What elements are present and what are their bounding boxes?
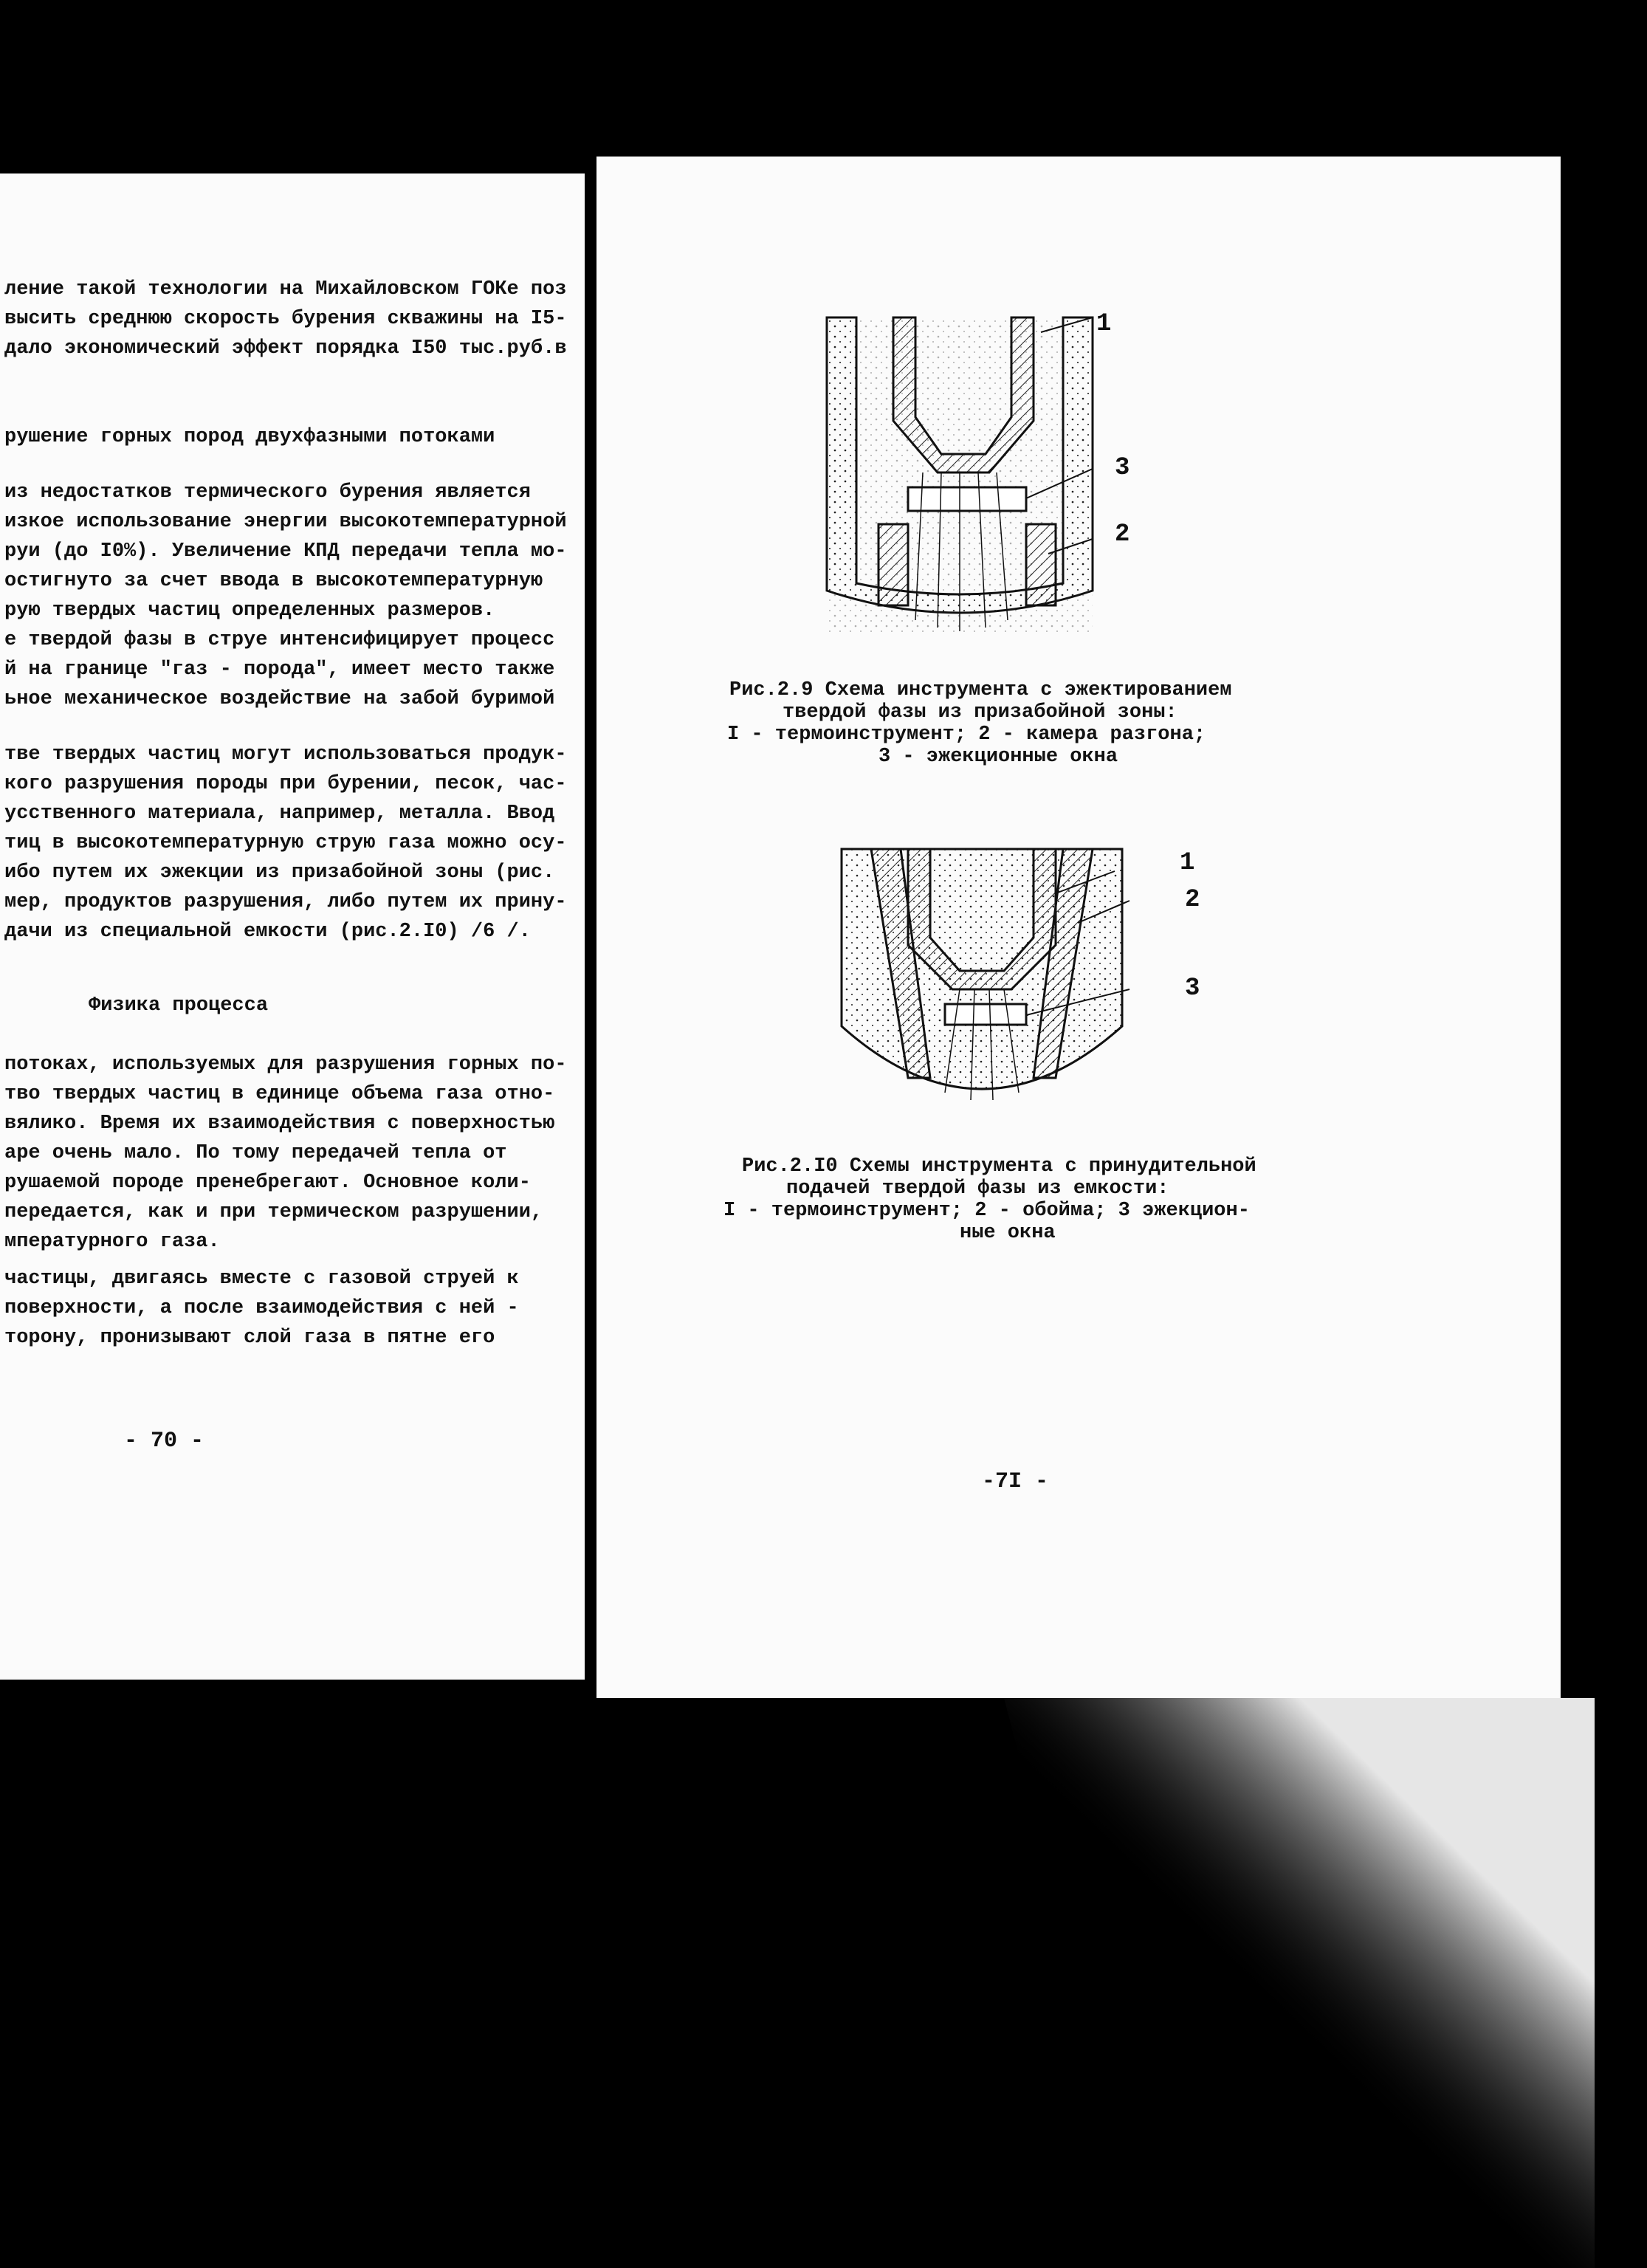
- section-heading: рушение горных пород двухфазными потоками: [4, 426, 495, 448]
- text-line: ьное механическое воздействие на забой буримой: [4, 688, 555, 710]
- caption-line: 3 - эжекционные окна: [878, 746, 1118, 768]
- text-line: й на границе "газ - порода", имеет место также: [4, 659, 555, 681]
- caption-line: подачей твердой фазы из емкости:: [786, 1178, 1169, 1200]
- text-line: кого разрушения породы при бурении, песок, час-: [4, 773, 567, 795]
- fig2-label-3: 3: [1185, 975, 1200, 1003]
- text-line: мер, продуктов разрушения, либо путем их прину-: [4, 891, 567, 913]
- text-line: е твердой фазы в струе интенсифицирует процесс: [4, 629, 555, 651]
- text-line: высить среднюю скорость бурения скважины на I5-: [4, 308, 567, 330]
- text-line: остигнуто за счет ввода в высокотемпературную: [4, 570, 543, 592]
- text-line: рую твердых частиц определенных размеров.: [4, 599, 495, 622]
- figure-2-9-diagram: [812, 303, 1122, 650]
- text-line: потоках, используемых для разрушения горных по-: [4, 1054, 567, 1076]
- text-line: мпературного газа.: [4, 1231, 220, 1253]
- photo-shadow: [635, 1698, 1595, 2268]
- caption-line: Рис.2.I0 Схемы инструмента с принудительной: [742, 1155, 1256, 1178]
- text-line: передается, как и при термическом разрушении,: [4, 1201, 543, 1223]
- fig1-label-2: 2: [1115, 520, 1130, 549]
- caption-line: Рис.2.9 Схема инструмента с эжектированием: [729, 679, 1232, 701]
- caption-line: ные окна: [960, 1222, 1056, 1244]
- figure-2-10-diagram: [834, 842, 1144, 1137]
- fig2-label-2: 2: [1185, 886, 1200, 914]
- fig1-label-1: 1: [1096, 310, 1112, 338]
- text-line: аре очень мало. По тому передачей тепла от: [4, 1142, 507, 1164]
- text-line: торону, пронизывают слой газа в пятне его: [4, 1327, 495, 1349]
- fig2-label-1: 1: [1180, 849, 1195, 877]
- text-line: вялико. Время их взаимодействия с поверхностью: [4, 1113, 555, 1135]
- text-line: тво твердых частиц в единице объема газа отно-: [4, 1083, 555, 1105]
- text-line: из недостатков термического бурения является: [4, 481, 531, 504]
- page-number-right: -7I -: [982, 1469, 1049, 1494]
- text-line: изкое использование энергии высокотемпературной: [4, 511, 567, 533]
- text-line: ление такой технологии на Михайловском ГОКе поз: [4, 278, 567, 300]
- fig1-label-3: 3: [1115, 454, 1130, 482]
- caption-line: твердой фазы из призабойной зоны:: [783, 701, 1177, 724]
- text-line: усственного материала, например, металла. Ввод: [4, 803, 555, 825]
- caption-line: I - термоинструмент; 2 - камера разгона;: [727, 724, 1206, 746]
- text-line: тве твердых частиц могут использоваться продук-: [4, 743, 567, 766]
- text-line: поверхности, а после взаимодействия с ней -: [4, 1297, 519, 1319]
- section-heading: Физика процесса: [89, 994, 269, 1017]
- text-line: ибо путем их эжекции из призабойной зоны (рис.: [4, 862, 555, 884]
- text-line: дало экономический эффект порядка I50 тыс.руб.в: [4, 337, 567, 360]
- text-line: тиц в высокотемпературную струю газа можно осу-: [4, 832, 567, 854]
- caption-line: I - термоинструмент; 2 - обойма; 3 эжекцион-: [723, 1200, 1250, 1222]
- text-line: дачи из специальной емкости (рис.2.I0) /6 /.: [4, 921, 531, 943]
- text-line: частицы, двигаясь вместе с газовой струей к: [4, 1268, 519, 1290]
- text-line: руи (до I0%). Увеличение КПД передачи тепла мо-: [4, 540, 567, 563]
- text-line: рушаемой породе пренебрегают. Основное коли-: [4, 1172, 531, 1194]
- page-number-left: - 70 -: [124, 1429, 204, 1454]
